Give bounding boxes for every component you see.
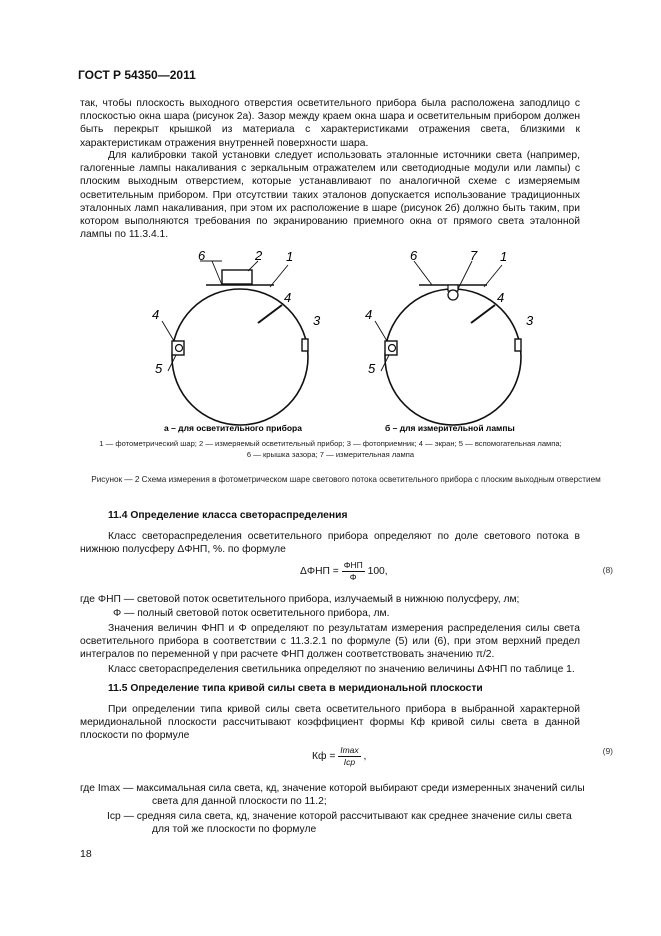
photodetector-b	[515, 339, 521, 351]
label-7b: 7	[470, 248, 478, 263]
label-1b: 1	[500, 249, 508, 264]
label-6b: 6	[410, 248, 418, 263]
where-11-5-1b: света для данной плоскости по 11.2;	[152, 796, 327, 807]
section-11-5-intro: При определении типа кривой силы света осветительного прибора в выбранной характерной меридиональной плоскости рассчитывают коэффициент формы Кф кривой силы света в данной плоскости по формуле	[80, 704, 580, 742]
figure-legend-line-1: 1 — фотометрический шар; 2 — измеряемый осветительный прибор; 3 — фотоприемник; 4 — экран; 5 — вспомогательная лампа;	[99, 439, 562, 448]
caption-a: а – для осветительного прибора	[164, 423, 302, 433]
formula-8-fraction	[342, 560, 365, 583]
paragraph-2: Для калибровки такой установки следует использовать эталонные источники света (например, галогенные лампы накаливания с зеркальным отражателем или светодиодные модули или лампы) с плоским выходным отверстием, которые устанавливают по аналогичной схеме с измеряемым осветительным прибором. При отсутствии таких эталонов допускается использование традиционных эталонных ламп накаливания, при этом их расположение в шаре (рисунок 2б) должно быть таким, при котором выполняются требования по экранированию приемного окна от прямого света эталонной лампы по 11.3.4.1.	[80, 150, 580, 241]
leader-6a-b	[212, 261, 222, 285]
luminaire-box	[222, 270, 252, 284]
photometric-sphere-a	[172, 289, 308, 425]
label-2a: 2	[255, 248, 263, 263]
figure-title: Рисунок — 2 Схема измерения в фотометрическом шаре светового потока осветительного прибора с плоским выходным отверстием	[91, 475, 601, 484]
formula-8-numerator: ΦНП	[343, 560, 363, 570]
leader-4b-left	[375, 321, 387, 341]
formula-9-fraction	[338, 745, 360, 768]
diagram-a	[152, 248, 321, 433]
aux-lamp-bulb-b	[389, 345, 396, 352]
leader-1a	[270, 265, 288, 287]
label-3a: 3	[313, 313, 321, 328]
formula-9-number: (9)	[602, 746, 613, 756]
formula-9-lhs: Кф =	[312, 751, 336, 763]
leader-4a-left	[162, 321, 174, 341]
formula-9-denominator: Iср	[343, 757, 356, 767]
where-11-4-1: где ΦНП — световой поток осветительного прибора, излучаемый в нижнюю полусферу, лм;	[80, 594, 520, 605]
formula-9-numerator: Imax	[340, 745, 359, 755]
section-11-4-intro: Класс светораспределения осветительного прибора определяют по доле светового потока в нижнюю полусферу ΔΦНП, %. по формуле	[80, 531, 580, 556]
formula-8-lhs: ΔΦНП =	[300, 566, 339, 578]
formula-9-tail: ,	[363, 751, 367, 763]
formula-8-denominator: Φ	[349, 572, 357, 582]
figure-legend-line-2: 6 — крышка зазора; 7 — измерительная лампа	[246, 450, 415, 459]
photometric-sphere-b	[385, 289, 521, 425]
aux-lamp-bulb-a	[176, 345, 183, 352]
label-4b: 4	[497, 290, 505, 305]
diagram-b	[365, 248, 534, 433]
where-11-5-2b: для той же плоскости по формуле	[152, 824, 317, 835]
screen-b	[471, 305, 495, 323]
photodetector-a	[302, 339, 308, 351]
screen-a	[258, 305, 282, 323]
label-5a: 5	[155, 361, 163, 376]
label-4a: 4	[284, 290, 292, 305]
label-4b-left: 4	[365, 307, 373, 322]
label-1a: 1	[286, 249, 294, 264]
page-number: 18	[80, 848, 92, 860]
formula-8	[300, 560, 388, 583]
formula-8-tail: 100,	[367, 566, 388, 578]
figure-2-diagram	[0, 245, 661, 445]
section-11-4-para-b: Класс светораспределения светильника определяют по значению величины ΔΦНП по таблице 1.	[108, 664, 575, 675]
document-header: ГОСТ Р 54350—2011	[78, 68, 196, 82]
label-3b: 3	[526, 313, 534, 328]
where-11-5-2a: Iср — средняя сила света, кд, значение которой рассчитывают как среднее значение силы света	[107, 811, 572, 822]
where-11-5-1a: где Imax — максимальная сила света, кд, значение которой выбирают среди измеренных значений силы	[80, 783, 585, 794]
label-5b: 5	[368, 361, 376, 376]
paragraph-1: так, чтобы плоскость выходного отверстия осветительного прибора была расположена заподлицо с плоскостью окна шара (рисунок 2а). Зазор между краем окна шара и осветительным прибором должен быть перекрыт крышкой из материала с характеристиками отражения света, близкими к характеристикам отражения внутренней поверхности шара.	[80, 98, 580, 149]
leader-6b	[414, 261, 432, 285]
section-11-4-heading: 11.4 Определение класса светораспределения	[108, 510, 348, 521]
formula-9	[312, 745, 366, 768]
measuring-lamp	[448, 290, 458, 300]
leader-1b	[484, 265, 502, 287]
formula-8-number: (8)	[602, 565, 613, 575]
label-4a-left: 4	[152, 307, 160, 322]
caption-b: б – для измерительной лампы	[385, 423, 515, 433]
section-11-4-para-a: Значения величин ΦНП и Φ определяют по результатам измерения распределения силы света осветительного прибора в соответствии с 11.3.2.1 по формуле (5) или (6), при этом верхний предел интегралов по переменной γ при расчете ΦНП должен соответствовать значению π/2.	[80, 623, 580, 661]
section-11-5-heading: 11.5 Определение типа кривой силы света в меридиональной плоскости	[108, 683, 483, 694]
where-11-4-2: Φ — полный световой поток осветительного прибора, лм.	[113, 608, 390, 619]
label-6a: 6	[198, 248, 206, 263]
